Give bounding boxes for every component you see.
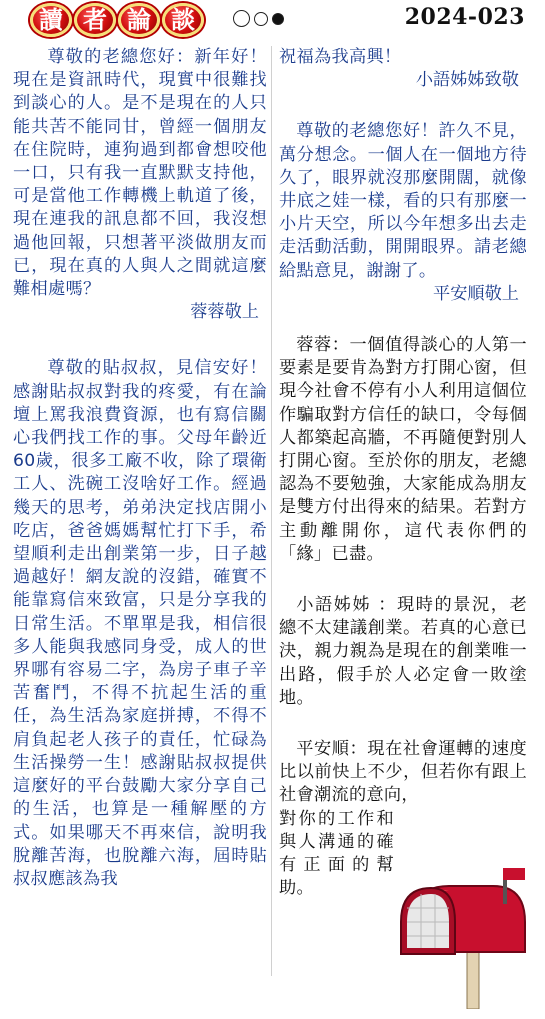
title-char: 談 xyxy=(162,3,204,37)
circle-icon xyxy=(233,10,250,27)
right-column xyxy=(279,46,527,901)
circle-icon xyxy=(254,12,268,26)
letter-body: 尊敬的老總您好！許久不見，萬分想念。一個人在一個地方待久了，眼界就沒那麼開闊，就像井底之娃一樣，看的只有那麼一小片天空，所以今年想多出去走走活動活動，開開眼界。請老總給點意見，謝謝了。 xyxy=(279,121,527,281)
left-column xyxy=(13,46,267,891)
letter-signature: 平安順敬上 xyxy=(433,283,519,304)
column-header xyxy=(0,0,545,40)
reply-body: 蓉蓉：一個值得談心的人第一要素是要肯為對方打開心窗，但現今社會不停有小人利用這個位作騙取對方信任的缺口，令每個人都築起高牆，不再隨便對別人打開心窗。至於你的朋友，老總認為不要勉強，大家能成為朋友是雙方付出得來的結果。若對方主動離開你，這代表你們的「緣」已盡。 xyxy=(279,335,527,564)
reply-body: 小語姊姊 ：現時的景況，老總不太建議創業。若真的心意已決，親力親為是現在的創業唯一出路，假手於人必定會一敗塗地。 xyxy=(279,595,527,708)
reply-rongrong xyxy=(279,334,527,566)
decorative-dots xyxy=(233,10,284,27)
letter-continuation: 祝福為我高興！ xyxy=(279,47,402,67)
mailbox-icon xyxy=(393,864,533,1009)
title-char: 者 xyxy=(74,3,116,37)
reply-xiaoyu xyxy=(279,594,527,710)
issue-number: 2024-023 xyxy=(404,4,525,30)
column-title xyxy=(30,3,204,37)
reply-body: 平安順：現在社會運轉的速度比以前快上不少，但若你有跟上社會潮流的意向， xyxy=(279,739,527,806)
letter-body: 尊敬的老總您好：新年好！現在是資訊時代，現實中很難找到談心的人。是不是現在的人只能共苦不能同甘，曾經一個朋友在住院時，連狗過到都會想咬他一口，只有我一直默默支持他，可是當他工作轉機上軌道了後，現在連我的訊息都不回，我沒想過他回報，只想著平淡做朋友而已，現在真的人與人之間就這麼難相處嗎？ xyxy=(13,47,267,300)
title-char: 論 xyxy=(118,3,160,37)
letter-signature: 蓉蓉敬上 xyxy=(190,302,259,323)
letter-xiaoyu xyxy=(13,357,267,891)
title-char: 讀 xyxy=(30,3,72,37)
letter-rongrong xyxy=(13,46,267,324)
letter-pinganshun xyxy=(279,120,527,306)
column-divider xyxy=(271,46,272,976)
letter-signature: 小語姊姊致敬 xyxy=(415,70,519,91)
filled-circle-icon xyxy=(272,13,284,25)
letter-body: 尊敬的貼叔叔，見信安好！感謝貼叔叔對我的疼愛，有在論壇上罵我浪費資源，也有寫信關心我們找工作的事。父母年齡近60歲，很多工廠不收，除了環衛工人、洗碗工沒啥好工作。經過幾天的思考，弟弟決定找店開小吃店，爸爸媽媽幫忙打下手，希望順利走出創業第一步，日子越過越好！網友說的沒錯，確實不能靠寫信來致富，只是分享我的日常生活。不單單是我，相信很多人能與我感同身受，成人的世界哪有容易二字，為房子車子辛苦奮鬥，不得不抗起生活的重任，為生活為家庭拼搏，不得不肩負起老人孩子的責任，忙碌為生活操勞一生！感謝貼叔叔提供這麼好的平台鼓勵大家分享自己的生活，也算是一種解壓的方式。如果哪天不再來信，說明我脫離苦海，也脫離六海，屆時貼叔叔應該為我 xyxy=(13,358,267,889)
reply-body-continued: 對你的工作和與人溝通的確有正面的幫助。 xyxy=(279,808,394,899)
